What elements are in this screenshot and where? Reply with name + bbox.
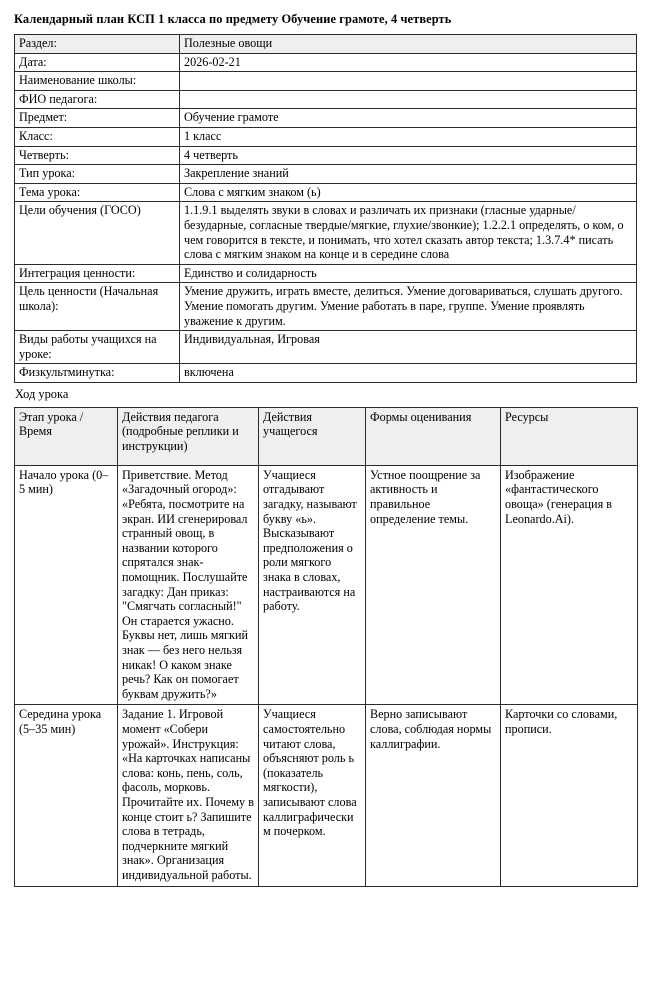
table-header-row [15, 407, 638, 465]
cell-resources: Изображение «фантастического овоща» (генерация в Leonardo.Ai). [501, 465, 638, 705]
table-row [15, 705, 638, 886]
table-row [15, 331, 637, 364]
lesson-info-table [14, 34, 637, 383]
column-header-resources: Ресурсы [501, 407, 638, 465]
column-header-stage: Этап урока / Время [15, 407, 118, 465]
flow-table-body [15, 465, 638, 886]
table-row [15, 165, 637, 184]
info-value: Полезные овощи [180, 35, 637, 54]
table-row [15, 146, 637, 165]
cell-assessment: Устное поощрение за активность и правильное определение темы. [366, 465, 501, 705]
info-value: Единство и солидарность [180, 264, 637, 283]
info-label: Четверть: [15, 146, 180, 165]
info-value: включена [180, 364, 637, 383]
info-label: Цели обучения (ГОСО) [15, 202, 180, 264]
table-row [15, 264, 637, 283]
info-value: 4 четверть [180, 146, 637, 165]
cell-student-actions: Учащиеся самостоятельно читают слова, объясняют роль ь (показатель мягкости), записывают слова каллиграфическим почерком. [259, 705, 366, 886]
table-row [15, 364, 637, 383]
table-row [15, 465, 638, 705]
info-value: 1 класс [180, 127, 637, 146]
info-label: Физкультминутка: [15, 364, 180, 383]
info-label: Класс: [15, 127, 180, 146]
info-label: Интеграция ценности: [15, 264, 180, 283]
column-header-assessment: Формы оценивания [366, 407, 501, 465]
info-label: Дата: [15, 53, 180, 72]
info-label: Виды работы учащихся на уроке: [15, 331, 180, 364]
info-label: ФИО педагога: [15, 90, 180, 109]
flow-table-head [15, 407, 638, 465]
info-value: Индивидуальная, Игровая [180, 331, 637, 364]
table-row [15, 35, 637, 54]
info-table-body [15, 35, 637, 383]
lesson-flow-table [14, 407, 638, 887]
info-value: Слова с мягким знаком (ь) [180, 183, 637, 202]
cell-teacher-actions: Задание 1. Игровой момент «Собери урожай». Инструкция: «На карточках написаны слова: конь, пень, соль, фасоль, морковь. Прочитайте их. Почему в конце стоит ь? Запишите слова в тетрадь, подчеркните мягкий знак». Организация индивидуальной работы. [118, 705, 259, 886]
table-row [15, 183, 637, 202]
info-label: Предмет: [15, 109, 180, 128]
info-label: Тип урока: [15, 165, 180, 184]
cell-resources: Карточки со словами, прописи. [501, 705, 638, 886]
table-row [15, 109, 637, 128]
page-title: Календарный план КСП 1 класса по предмету Обучение грамоте, 4 четверть [14, 12, 452, 26]
info-value: Умение дружить, играть вместе, делиться. Умение договариваться, слушать другого. Умение помогать другим. Умение работать в паре, группе. Умение проявлять уважение к другим. [180, 283, 637, 331]
table-row [15, 127, 637, 146]
info-value: 1.1.9.1 выделять звуки в словах и различать их признаки (гласные ударные/безударные, согласные твердые/мягкие, глухие/звонкие); 1.2.2.1 определять, о ком, о чем говорится в тексте, и понимать, что хотел сказать автор текста; 1.3.7.4* писать слова с мягким знаком на конце и в середине слова [180, 202, 637, 264]
table-row [15, 283, 637, 331]
column-header-teacher-actions: Действия педагога (подробные реплики и инструкции) [118, 407, 259, 465]
info-label: Тема урока: [15, 183, 180, 202]
info-value [180, 90, 637, 109]
cell-stage: Середина урока (5–35 мин) [15, 705, 118, 886]
cell-student-actions: Учащиеся отгадывают загадку, называют букву «ь». Высказывают предположения о роли мягкого знака в словах, настраиваются на работу. [259, 465, 366, 705]
table-row [15, 202, 637, 264]
table-row [15, 72, 637, 91]
info-value: 2026-02-21 [180, 53, 637, 72]
cell-teacher-actions: Приветствие. Метод «Загадочный огород»: «Ребята, посмотрите на экран. ИИ сгенерировал странный овощ, в названии которого спрятался знак-помощник. Послушайте загадку: Дан приказ: "Смягчать согласный!" Он старается ужасно. Буквы нет, лишь мягкий знак — без него нельзя никак! О каком знаке речь? Как он помогает буквам дружить?» [118, 465, 259, 705]
info-label: Раздел: [15, 35, 180, 54]
info-value [180, 72, 637, 91]
table-row [15, 90, 637, 109]
info-value: Обучение грамоте [180, 109, 637, 128]
cell-assessment: Верно записывают слова, соблюдая нормы каллиграфии. [366, 705, 501, 886]
info-value: Закрепление знаний [180, 165, 637, 184]
table-row [15, 53, 637, 72]
cell-stage: Начало урока (0–5 мин) [15, 465, 118, 705]
column-header-student-actions: Действия учащегося [259, 407, 366, 465]
lesson-flow-caption: Ход урока [15, 386, 69, 401]
info-label: Наименование школы: [15, 72, 180, 91]
info-label: Цель ценности (Начальная школа): [15, 283, 180, 331]
